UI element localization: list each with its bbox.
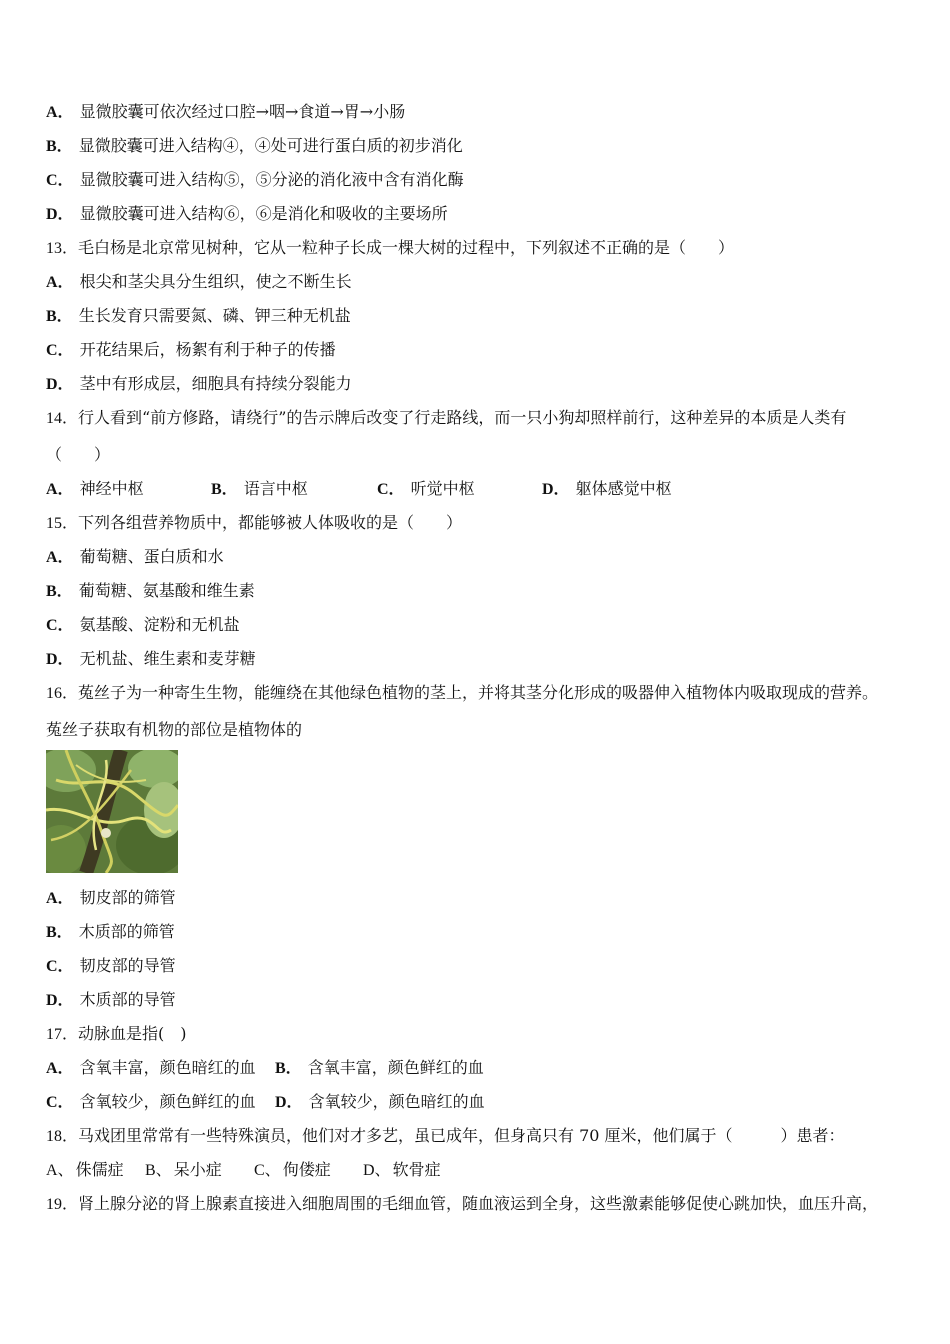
q17-option-c: [46, 1092, 275, 1113]
q17-stem: [46, 1024, 187, 1045]
q15-option-c: [46, 615, 240, 636]
option-text: 侏儒症: [75, 1160, 124, 1179]
q12-option-b: [46, 136, 463, 157]
q14-option-b: [211, 479, 377, 500]
option-text: 含氧丰富，颜色鲜红的血: [307, 1058, 484, 1077]
q16-option-b: [46, 922, 175, 943]
q14-stem: [46, 408, 846, 429]
question-number: 15．: [46, 515, 79, 532]
q17-option-d: [275, 1092, 485, 1113]
option-label: B．: [46, 583, 73, 600]
option-text: 显微胶囊可依次经过口腔→咽→食道→胃→小肠: [79, 102, 406, 121]
option-label: A．: [46, 481, 74, 498]
question-number: 13．: [46, 240, 79, 257]
option-text: 生长发育只需要氮、磷、钾三种无机盐: [78, 306, 351, 325]
option-text: 茎中有形成层，细胞具有持续分裂能力: [79, 374, 352, 393]
q18-options-row: [46, 1160, 441, 1181]
option-text: 氨基酸、淀粉和无机盐: [79, 615, 240, 634]
option-text: 躯体感觉中枢: [575, 479, 672, 498]
option-label: D．: [46, 992, 74, 1009]
option-text: 葡萄糖、氨基酸和维生素: [78, 581, 255, 600]
q13-option-a: [46, 272, 352, 293]
option-label: D、: [363, 1162, 391, 1179]
option-label: D．: [46, 376, 74, 393]
option-label: B．: [46, 138, 73, 155]
option-text: 木质部的导管: [79, 990, 176, 1009]
q16-stem: [46, 683, 878, 704]
q18-option-b: [145, 1160, 254, 1181]
dodder-plant-photo: [46, 750, 178, 873]
q18-option-d: [363, 1160, 441, 1181]
option-text: 佝偻症: [282, 1160, 331, 1179]
q15-option-b: [46, 581, 255, 602]
option-text: 听觉中枢: [410, 479, 475, 498]
q16-option-c: [46, 956, 176, 977]
option-label: D．: [542, 481, 570, 498]
option-text: 含氧较少，颜色暗红的血: [308, 1092, 485, 1111]
q13-option-b: [46, 306, 351, 327]
option-text: 开花结果后，杨絮有利于种子的传播: [79, 340, 336, 359]
option-label: C．: [46, 958, 74, 975]
option-label: A．: [46, 104, 74, 121]
option-label: D．: [46, 206, 74, 223]
option-label: A．: [46, 549, 74, 566]
q18-stem: [46, 1126, 845, 1147]
q12-option-c: [46, 170, 464, 191]
option-label: C．: [377, 481, 405, 498]
option-label: B．: [275, 1060, 302, 1077]
q15-stem: [46, 513, 462, 534]
question-number: 16．: [46, 685, 79, 702]
question-number: 18．: [46, 1128, 79, 1145]
question-text: 马戏团里常常有一些特殊演员，他们对才多艺，虽已成年，但身高只有 70 厘米，他们属于（ ）患者：: [78, 1126, 845, 1145]
q15-option-d: [46, 649, 256, 670]
option-label: D．: [46, 651, 74, 668]
question-text: 下列各组营养物质中，都能够被人体吸收的是（ ）: [78, 513, 463, 532]
option-label: B．: [211, 481, 238, 498]
option-label: C．: [46, 1094, 74, 1111]
option-label: B、: [145, 1162, 172, 1179]
q13-option-c: [46, 340, 336, 361]
option-text: 呆小症: [173, 1160, 222, 1179]
q17-option-b: [275, 1058, 484, 1079]
question-number: 17．: [46, 1026, 79, 1043]
q18-option-c: [254, 1160, 363, 1181]
option-text: 根尖和茎尖具分生组织，使之不断生长: [79, 272, 352, 291]
q12-option-d: [46, 204, 448, 225]
question-text: 肾上腺分泌的肾上腺素直接进入细胞周围的毛细血管，随血液运到全身，这些激素能够促使心跳加快，血压升高，: [78, 1194, 879, 1213]
q14-option-c: [377, 479, 542, 500]
option-text: 韧皮部的导管: [79, 956, 176, 975]
option-label: A、: [46, 1162, 74, 1179]
q14-options-row: [46, 479, 672, 500]
q16-stem-continued: 菟丝子获取有机物的部位是植物体的: [46, 720, 303, 739]
question-text: 菟丝子为一种寄生生物，能缠绕在其他绿色植物的茎上，并将其茎分化形成的吸器伸入植物体内吸取现成的营养。: [78, 683, 879, 702]
option-label: D．: [275, 1094, 303, 1111]
option-text: 显微胶囊可进入结构⑤，⑤分泌的消化液中含有消化酶: [79, 170, 464, 189]
option-text: 语言中枢: [243, 479, 308, 498]
option-text: 含氧较少，颜色鲜红的血: [79, 1092, 256, 1111]
option-label: C．: [46, 172, 74, 189]
q14-option-a: [46, 479, 211, 500]
option-text: 葡萄糖、蛋白质和水: [79, 547, 224, 566]
q17-options-row-2: [46, 1092, 485, 1113]
q18-option-a: [46, 1160, 145, 1181]
q15-option-a: [46, 547, 224, 568]
option-text: 显微胶囊可进入结构④，④处可进行蛋白质的初步消化: [78, 136, 463, 155]
q13-option-d: [46, 374, 352, 395]
option-text: 木质部的筛管: [78, 922, 175, 941]
option-label: C、: [254, 1162, 281, 1179]
q17-options-row-1: [46, 1058, 484, 1079]
question-text: 行人看到“前方修路，请绕行”的告示牌后改变了行走路线，而一只小狗却照样前行，这种差异的本质是人类有: [78, 408, 847, 427]
q16-option-a: [46, 888, 176, 909]
question-number: 14．: [46, 410, 79, 427]
q13-stem: [46, 238, 734, 259]
q14-stem-continued: （ ）: [46, 445, 111, 464]
question-number: 19．: [46, 1196, 79, 1213]
q12-option-a: [46, 102, 405, 123]
q19-stem: [46, 1194, 878, 1215]
option-label: B．: [46, 924, 73, 941]
option-label: A．: [46, 1060, 74, 1077]
option-text: 显微胶囊可进入结构⑥，⑥是消化和吸收的主要场所: [79, 204, 448, 223]
option-label: A．: [46, 890, 74, 907]
option-label: C．: [46, 342, 74, 359]
option-label: A．: [46, 274, 74, 291]
option-text: 含氧丰富，颜色暗红的血: [79, 1058, 256, 1077]
option-text: 无机盐、维生素和麦芽糖: [79, 649, 256, 668]
question-text: 动脉血是指( ): [78, 1024, 187, 1043]
option-label: B．: [46, 308, 73, 325]
question-text: 毛白杨是北京常见树种，它从一粒种子长成一棵大树的过程中，下列叙述不正确的是（ ）: [78, 238, 735, 257]
option-label: C．: [46, 617, 74, 634]
q16-option-d: [46, 990, 176, 1011]
q17-option-a: [46, 1058, 275, 1079]
option-text: 软骨症: [392, 1160, 441, 1179]
q14-option-d: [542, 479, 672, 500]
option-text: 神经中枢: [79, 479, 144, 498]
option-text: 韧皮部的筛管: [79, 888, 176, 907]
